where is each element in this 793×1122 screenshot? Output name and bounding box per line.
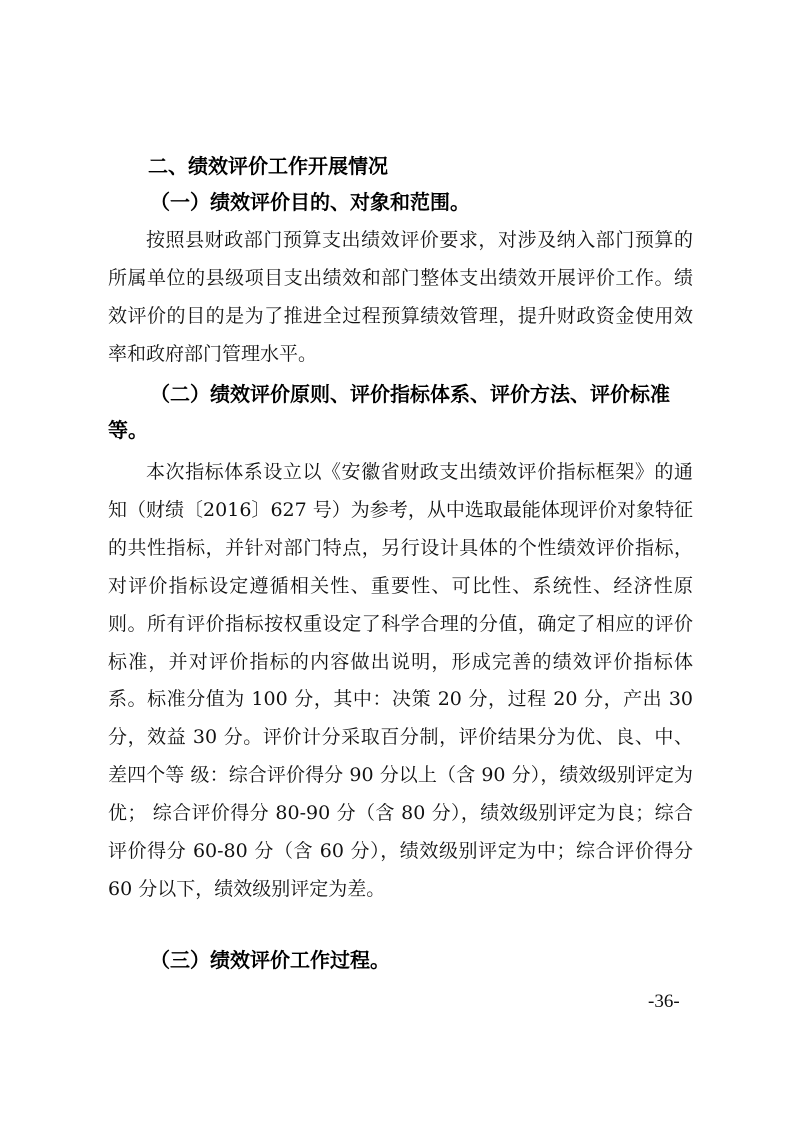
paragraph-indicator-system: 本次指标体系设立以《安徽省财政支出绩效评价指标框架》的通知（财绩〔2016〕627 号）为参考，从中选取最能体现评价对象特征的共性指标，并针对部门特点，另行设计具体的个性绩效评价指标，对评价指标设定遵循相关性、重要性、可比性、系统性、经济性原则。所有评价指标按权重设定了科学合理的分值，确定了相应的评价标准，并对评价指标的内容做出说明，形成完善的绩效评价指标体系。标准分值为 100 分，其中：决策 20 分，过程 20 分，产出 30 分，效益 30 分。评价计分采取百分制，评价结果分为优、良、中、差四个等 级：综合评价得分 90 分以上（含 90 分），绩效级别评定为优； 综合评价得分 80-90 分（含 80 分），绩效级别评定为良；综合评价得分 60-80 分（含 60 分），绩效级别评定为中；综合评价得分60 分以下，绩效级别评定为差。 — [108, 461, 693, 900]
subsection-heading-2-line1: （二）绩效评价原则、评价指标体系、评价方法、评价标准 — [150, 382, 670, 406]
subsection-heading-1: （一）绩效评价目的、对象和范围。 — [150, 190, 470, 214]
subsection-heading-2-line2: 等。 — [108, 418, 148, 442]
section-heading: 二、绩效评价工作开展情况 — [148, 154, 388, 178]
subsection-heading-3: （三）绩效评价工作过程。 — [150, 948, 390, 972]
page-number: -36- — [648, 991, 680, 1012]
paragraph-purpose: 按照县财政部门预算支出绩效评价要求，对涉及纳入部门预算的所属单位的县级项目支出绩效和部门整体支出绩效开展评价工作。绩效评价的目的是为了推进全过程预算绩效管理，提升财政资金使用效率和政府部门管理水平。 — [108, 229, 693, 365]
